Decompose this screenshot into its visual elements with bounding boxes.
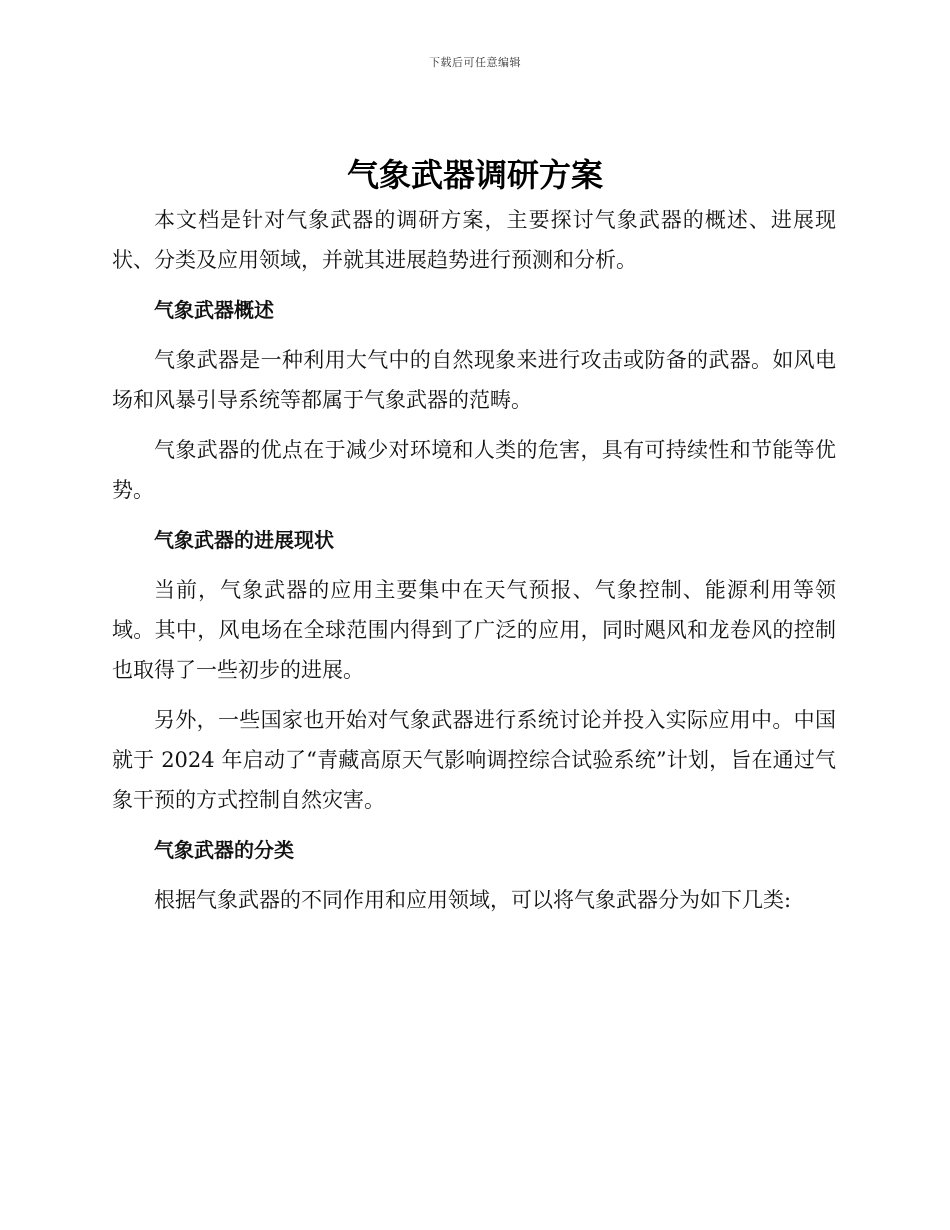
document-body [112,200,836,930]
paragraph: 另外，一些国家也开始对气象武器进行系统讨论并投入实际应用中。中国就于 2024 年启动了“青藏高原天气影响调控综合试验系统”计划，旨在通过气象干预的方式控制自然灾害。 [112,708,836,812]
paragraph: 当前，气象武器的应用主要集中在天气预报、气象控制、能源利用等领域。其中，风电场在全球范围内得到了广泛的应用，同时飓风和龙卷风的控制也取得了一些初步的进展。 [112,578,836,682]
section-heading-overview: 气象武器概述 [154,298,274,322]
header-note: 下载后可任意编辑 [429,56,521,69]
document-title: 气象武器调研方案 [346,156,603,194]
paragraph: 气象武器的优点在于减少对环境和人类的危害，具有可持续性和节能等优势。 [112,438,836,502]
section-heading-classification: 气象武器的分类 [154,838,294,862]
paragraph: 根据气象武器的不同作用和应用领域，可以将气象武器分为如下几类: [154,888,792,912]
section-heading-progress: 气象武器的进展现状 [154,528,334,552]
paragraph: 气象武器是一种利用大气中的自然现象来进行攻击或防备的武器。如风电场和风暴引导系统等都属于气象武器的范畴。 [112,348,836,412]
intro-paragraph: 本文档是针对气象武器的调研方案，主要探讨气象武器的概述、进展现状、分类及应用领域，并就其进展趋势进行预测和分析。 [112,208,836,272]
